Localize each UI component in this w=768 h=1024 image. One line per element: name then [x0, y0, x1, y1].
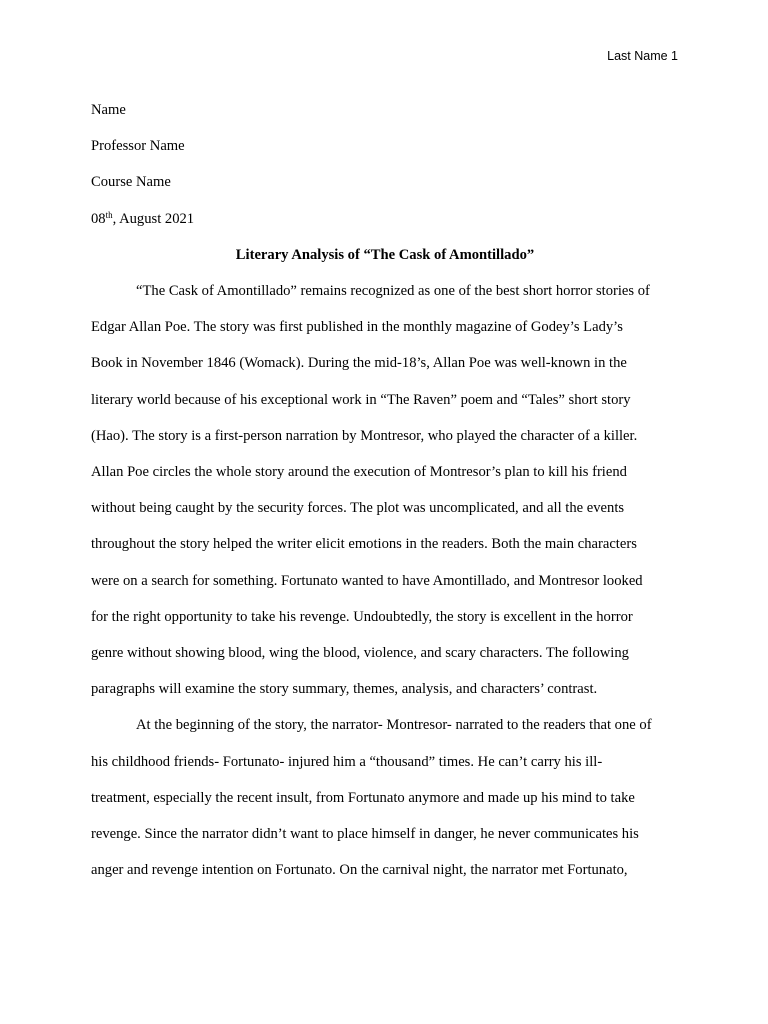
paragraph-line: (Hao). The story is a first-person narration by Montresor, who played the character of a killer.: [91, 427, 638, 444]
paragraph-line: without being caught by the security forces. The plot was uncomplicated, and all the events: [91, 500, 625, 517]
paragraph-line: anger and revenge intention on Fortunato. On the carnival night, the narrator met Fortunato,: [91, 862, 628, 879]
paragraph-line: genre without showing blood, wing the blood, violence, and scary characters. The following: [91, 645, 629, 662]
paragraph-line: throughout the story helped the writer elicit emotions in the readers. Both the main characters: [91, 536, 637, 553]
date-month-year: , August 2021: [112, 210, 195, 227]
paragraph-line: Book in November 1846 (Womack). During the mid-18’s, Allan Poe was well-known in the: [91, 355, 627, 372]
document-body: [91, 92, 679, 888]
paragraph-line: At the beginning of the story, the narrator- Montresor- narrated to the readers that one of: [136, 717, 652, 734]
paragraph-line: paragraphs will examine the story summary, themes, analysis, and characters’ contrast.: [91, 681, 598, 698]
student-name: Name: [91, 102, 126, 118]
paragraph-line: literary world because of his exceptional work in “The Raven” poem and “Tales” short story: [91, 391, 631, 408]
professor-name: Professor Name: [91, 138, 185, 155]
paragraph-line: revenge. Since the narrator didn’t want to place himself in danger, he never communicates his: [91, 826, 639, 843]
paragraph-line: Allan Poe circles the whole story around the execution of Montresor’s plan to kill his friend: [91, 464, 627, 481]
paragraph-line: “The Cask of Amontillado” remains recognized as one of the best short horror stories of: [136, 283, 650, 300]
date-day: 08: [91, 210, 106, 227]
paragraph-line: for the right opportunity to take his revenge. Undoubtedly, the story is excellent in the horror: [91, 608, 633, 625]
paragraph-line: his childhood friends- Fortunato- injured him a “thousand” times. He can’t carry his ill-: [91, 753, 603, 770]
course-name: Course Name: [91, 174, 171, 191]
paragraph-2: [91, 707, 679, 888]
paragraph-1: [91, 273, 679, 707]
paragraph-line: treatment, especially the recent insult, from Fortunato anymore and made up his mind to take: [91, 789, 635, 806]
submission-date: [91, 201, 679, 237]
paragraph-line: were on a search for something. Fortunato wanted to have Amontillado, and Montresor looked: [91, 572, 643, 589]
running-header: Last Name 1: [607, 49, 678, 63]
essay-title: Literary Analysis of “The Cask of Amontillado”: [235, 246, 535, 263]
paragraph-line: Edgar Allan Poe. The story was first published in the monthly magazine of Godey’s Lady’s: [91, 319, 623, 336]
date-ordinal: th: [105, 209, 113, 220]
